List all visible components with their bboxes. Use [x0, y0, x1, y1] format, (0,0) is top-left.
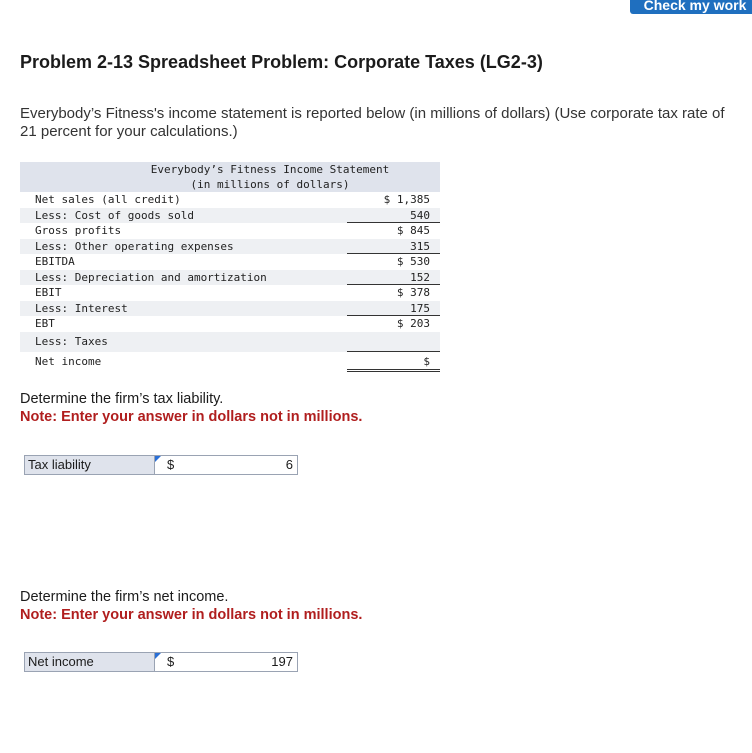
statement-title: Everybody’s Fitness Income Statement — [150, 163, 390, 176]
tax-liability-answer-row — [24, 455, 298, 475]
question-note: Note: Enter your answer in dollars not in millions. — [20, 607, 363, 623]
tax-liability-input[interactable]: 6 — [285, 457, 293, 472]
currency-symbol: $ — [167, 457, 175, 472]
statement-row-ebitda — [20, 254, 440, 270]
statement-subtitle: (in millions of dollars) — [190, 178, 350, 191]
net-income-input[interactable]: 197 — [271, 654, 293, 669]
statement-row-gross-profits — [20, 223, 440, 239]
tax-liability-label: Tax liability — [24, 455, 155, 475]
row-value: 152 — [347, 270, 440, 286]
row-value: 540 — [347, 208, 440, 224]
statement-row-cogs — [20, 208, 440, 224]
statement-row-depreciation — [20, 270, 440, 286]
row-value: $ 203 — [396, 317, 430, 330]
tax-liability-field[interactable] — [155, 455, 298, 475]
row-label: Net income — [35, 354, 102, 368]
row-value: 315 — [347, 239, 440, 255]
question-net-income — [20, 588, 362, 624]
question-note: Note: Enter your answer in dollars not in millions. — [20, 409, 363, 425]
net-income-answer-row — [24, 652, 298, 672]
row-label: Less: Interest — [35, 301, 128, 315]
statement-row-taxes — [20, 332, 440, 352]
net-income-field[interactable] — [155, 652, 298, 672]
income-statement — [20, 162, 440, 372]
statement-row-ebt — [20, 316, 440, 332]
question-tax-liability — [20, 390, 362, 426]
row-label: Net sales (all credit) — [35, 193, 181, 206]
question-prompt: Determine the firm’s tax liability. — [20, 391, 224, 407]
statement-row-ebit — [20, 285, 440, 301]
row-value: $ 845 — [396, 224, 430, 237]
flag-marker-icon — [155, 653, 161, 659]
row-label: Less: Other operating expenses — [35, 239, 234, 253]
check-my-work-button[interactable]: Check my work — [630, 0, 752, 14]
row-value: $ 1,385 — [383, 193, 430, 206]
row-label: Gross profits — [35, 224, 122, 237]
net-income-label: Net income — [24, 652, 155, 672]
row-label: Less: Cost of goods sold — [35, 208, 194, 222]
question-prompt: Determine the firm’s net income. — [20, 589, 229, 605]
statement-header — [20, 162, 440, 192]
currency-symbol: $ — [167, 654, 175, 669]
flag-marker-icon — [155, 456, 161, 462]
row-value: $ 378 — [396, 286, 430, 299]
row-value: $ — [347, 352, 440, 372]
row-label: Less: Depreciation and amortization — [35, 270, 267, 284]
page-title: Problem 2-13 Spreadsheet Problem: Corporate Taxes (LG2-3) — [20, 52, 543, 72]
statement-row-net-income — [20, 352, 440, 372]
row-label: EBIT — [35, 286, 62, 299]
row-label: EBT — [35, 317, 55, 330]
row-value: 175 — [347, 301, 440, 317]
row-value: $ 530 — [396, 255, 430, 268]
statement-row-net-sales — [20, 192, 440, 208]
row-label: Less: Taxes — [35, 334, 108, 348]
row-label: EBITDA — [35, 255, 75, 268]
row-value — [347, 332, 440, 352]
statement-row-interest — [20, 301, 440, 317]
statement-row-other-opex — [20, 239, 440, 255]
problem-intro: Everybody’s Fitness's income statement is reported below (in millions of dollars) (Use corporate tax rate of 21 percent for your calculations.) — [20, 105, 725, 140]
